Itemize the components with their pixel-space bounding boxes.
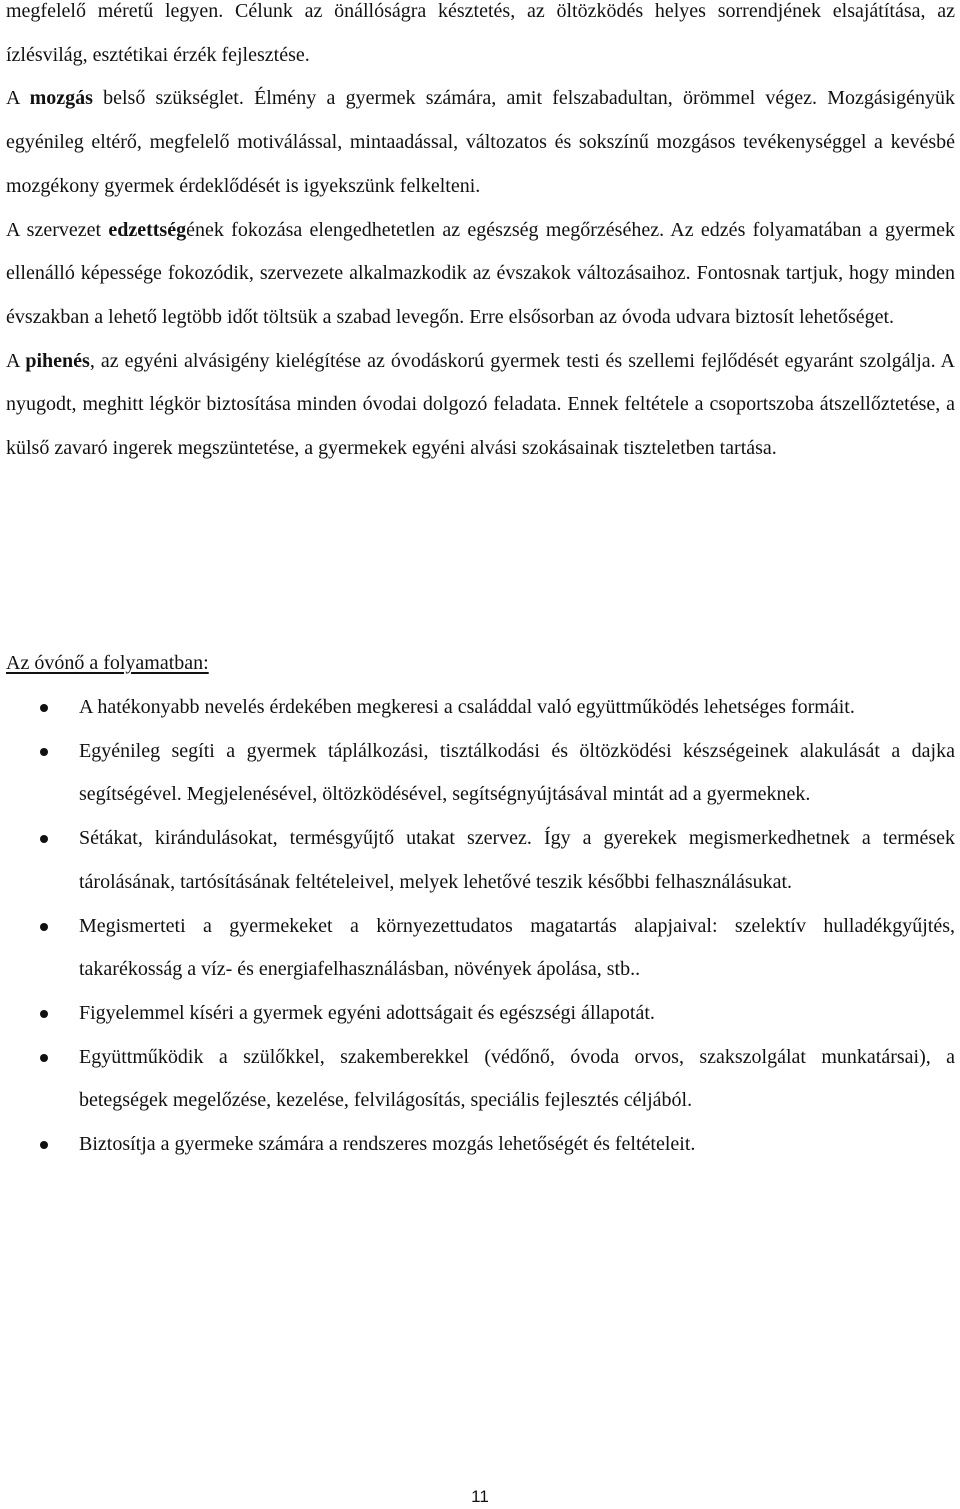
list-item-text: A hatékonyabb nevelés érdekében megkeresi a családdal való együttműködés lehetséges formáit. bbox=[79, 696, 855, 718]
list-item-text: Együttműködik a szülőkkel, szakemberekkel (védőnő, óvoda orvos, szakszolgálat munkatársai), a betegségek megelőzése, kezelése, felvilágosítás, speciális fejlesztés céljából. bbox=[79, 1045, 955, 1112]
list-item bbox=[0, 992, 955, 1036]
section-heading: Az óvónő a folyamatban: bbox=[6, 652, 209, 674]
list-item bbox=[0, 905, 955, 992]
list-item bbox=[0, 1036, 955, 1123]
list-item-text: Sétákat, kirándulásokat, termésgyűjtő utakat szervez. Így a gyerekek megismerkedhetnek a termések tárolásának, tartósításának feltételeivel, melyek lehetővé teszik későbbi felhasználásukat. bbox=[79, 827, 955, 893]
bullet-icon bbox=[40, 1054, 48, 1062]
bold-term-rest: pihenés bbox=[25, 349, 90, 372]
page-number: 11 bbox=[471, 1487, 489, 1506]
bullet-icon bbox=[40, 835, 48, 843]
bullet-list bbox=[0, 686, 955, 1167]
list-item bbox=[0, 1123, 955, 1167]
list-item-text: Megismerteti a gyermekeket a környezettudatos magatartás alapjaival: szelektív hulladékgyűjtés, takarékosság a víz- és energiafelhasználásban, növények ápolása, stb.. bbox=[79, 914, 955, 981]
paragraph-text: belső szükséglet. Élmény a gyermek számára, amit felszabadultan, örömmel végez. Mozgásigényük egyénileg eltérő, megfelelő motiválással, mintaadással, változatos és sokszínű mozgásos tevékenységgel a kevésbé mozgékony gyermek érdeklődését is igyekszünk felkelteni. bbox=[6, 87, 955, 197]
list-item-text: Biztosítja a gyermeke számára a rendszeres mozgás lehetőségét és feltételeit. bbox=[79, 1133, 696, 1156]
paragraph-clothing bbox=[6, 0, 955, 77]
bullet-icon bbox=[40, 1141, 48, 1149]
paragraph-text: megfelelő méretű legyen. Célunk az önállóságra késztetés, az öltözködés helyes sorrendjének elsajátítása, az ízlésvilág, esztétikai érzék fejlesztése. bbox=[6, 0, 955, 66]
paragraph-text: ének fokozása elengedhetetlen az egészség megőrzéséhez. Az edzés folyamatában a gyermek ellenálló képessége fokozódik, szervezete alkalmazkodik az évszakok változásaihoz. Fontosnak tartjuk, hogy minden évszakban a lehető legtöbb időt töltsük a szabad levegőn. Erre elsősorban az óvoda udvara biztosít lehetőséget. bbox=[6, 218, 955, 328]
list-item-text: Figyelemmel kíséri a gyermek egyéni adottságait és egészségi állapotát. bbox=[79, 1001, 655, 1024]
list-item bbox=[0, 730, 955, 817]
list-item bbox=[0, 817, 955, 904]
bullet-icon bbox=[40, 1010, 48, 1018]
paragraph-text: A bbox=[6, 87, 30, 110]
paragraph-movement bbox=[6, 77, 955, 208]
bullet-icon bbox=[40, 923, 48, 931]
bullet-icon bbox=[40, 748, 48, 756]
body-text bbox=[6, 0, 955, 471]
paragraph-text: A bbox=[6, 349, 26, 372]
list-item bbox=[0, 686, 955, 730]
bullet-icon bbox=[40, 704, 48, 712]
paragraph-rest bbox=[6, 340, 955, 471]
list-item-text: Egyénileg segíti a gyermek táplálkozási, tisztálkodási és öltözködési készségeinek alakulását a dajka segítségével. Megjelenésével, öltözködésével, segítségnyújtásával mintát ad a gyermeknek. bbox=[79, 739, 955, 806]
paragraph-fitness bbox=[6, 209, 955, 340]
paragraph-text: , az egyéni alvásigény kielégítése az óvodáskorú gyermek testi és szellemi fejlődését egyaránt szolgálja. A nyugodt, meghitt légkör biztosítása minden óvodai dolgozó feladata. Ennek feltétele a csoportszoba átszellőztetése, a külső zavaró ingerek megszüntetése, a gyermekek egyéni alvási szokásainak tiszteletben tartása. bbox=[6, 349, 955, 460]
paragraph-text: A szervezet bbox=[6, 218, 109, 241]
bold-term-fitness: edzettség bbox=[108, 218, 187, 241]
bold-term-movement: mozgás bbox=[29, 87, 93, 110]
